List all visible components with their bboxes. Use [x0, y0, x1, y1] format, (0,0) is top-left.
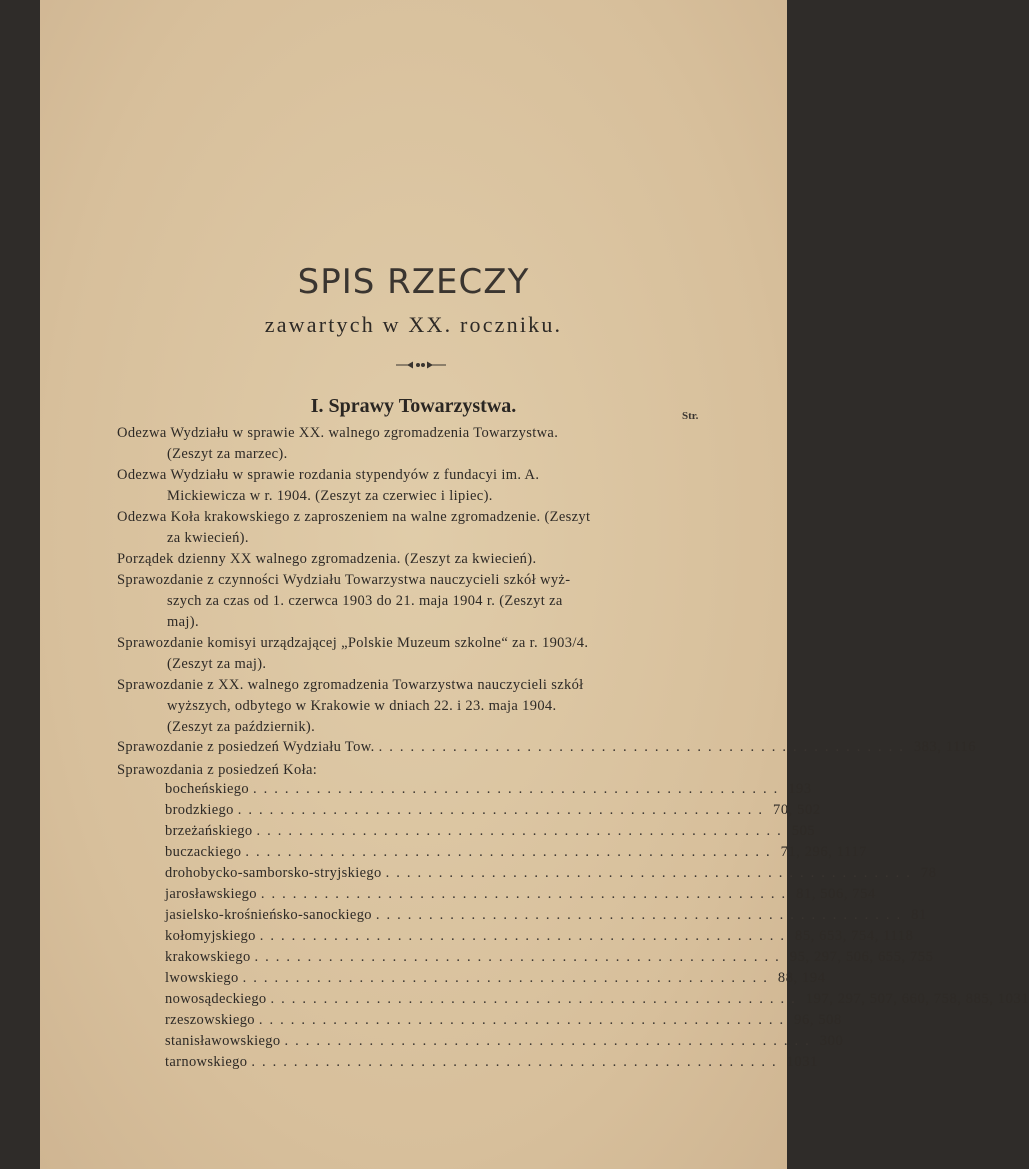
toc-entry [117, 507, 677, 549]
row-label: krakowskiego [165, 949, 251, 965]
row-label: rzeszowskiego [165, 1012, 255, 1028]
dot-leader: .................................................. [284, 1033, 816, 1049]
row-pages: 197, 297, 507, 660, 758, 885, 1031 [805, 991, 1029, 1007]
entry-line: (Zeszyt za październik). [167, 719, 316, 735]
section-heading: I. Sprawy Towarzystwa. [310, 395, 517, 417]
row-pages: 383, 1116 [913, 739, 977, 755]
row-pages: 505 [791, 823, 816, 839]
kola-heading: Sprawozdania z posiedzeń Koła: [117, 762, 318, 778]
entry-line: Sprawozdanie komisyi urządzającej „Polskie Muzeum szkolne“ za r. 1903/4. [117, 635, 589, 651]
toc-row-kolo [165, 823, 816, 844]
toc-row-kolo [165, 907, 927, 928]
entry-line: Sprawozdanie z XX. walnego zgromadzenia Towarzystwa nauczycieli szkół [117, 677, 584, 693]
dot-leader: .................................................. [256, 823, 788, 839]
dot-leader: .................................................. [375, 907, 908, 923]
entry-line: Odezwa Koła krakowskiego z zaproszeniem na walne zgromadzenie. (Zeszyt [117, 509, 591, 525]
row-pages: 81, 506, 754 [796, 886, 876, 902]
toc-row-kolo [165, 886, 876, 907]
toc-row-kolo [165, 781, 812, 802]
page-subtitle: zawartych w XX. roczniku. [264, 312, 563, 337]
toc-row-kolo [165, 844, 868, 865]
row-label: brodzkiego [165, 802, 234, 818]
row-label: nowosądeckiego [165, 991, 267, 1007]
toc-row-kolo [165, 970, 826, 991]
dot-leader: .................................................. [258, 1012, 791, 1028]
toc-entry [117, 675, 677, 738]
row-pages: 300 [819, 1033, 844, 1049]
entry-line: szych za czas od 1. czerwca 1903 do 21. maja 1904 r. (Zeszyt za [167, 593, 563, 609]
row-label: tarnowskiego [165, 1054, 248, 1070]
entry-line: Odezwa Wydziału w sprawie rozdania stypendyów z fundacyi im. A. [117, 467, 540, 483]
toc-row-kolo [165, 802, 821, 823]
toc-row-kolo [165, 1054, 818, 1075]
dot-leader: .................................................. [378, 739, 910, 755]
toc-entry [117, 549, 677, 570]
dot-leader: .................................................. [245, 844, 777, 860]
row-label: jarosławskiego [165, 886, 257, 902]
dot-leader: .................................................. [259, 928, 791, 944]
row-pages: 70, 502 [772, 802, 821, 818]
dot-leader: .................................................. [385, 865, 917, 881]
dot-leader: .................................................. [260, 886, 793, 902]
toc-entry [117, 423, 677, 465]
row-label: brzeżańskiego [165, 823, 253, 839]
row-pages: 81 [911, 907, 927, 923]
page-column-label: Str. [682, 410, 699, 422]
dot-leader: .................................................. [254, 949, 786, 965]
row-label: bocheńskiego [165, 781, 249, 797]
row-pages: 71, 296, 1117 [780, 844, 868, 860]
row-label: stanisławowskiego [165, 1033, 281, 1049]
ornament-divider-icon [396, 358, 446, 372]
entry-line: Odezwa Wydziału w sprawie XX. walnego zgromadzenia Towarzystwa. [117, 425, 559, 441]
row-label: jasielsko-krośnieńsko-sanockiego [165, 907, 372, 923]
row-pages: 1031 [786, 1054, 818, 1070]
toc-entry [117, 465, 677, 507]
toc-row-kolo [165, 949, 934, 970]
dot-leader: .................................................. [251, 1054, 783, 1070]
dot-leader: .................................................. [242, 970, 774, 986]
toc-entry [117, 633, 677, 675]
entry-line: Sprawozdanie z czynności Wydziału Towarzystwa nauczycieli szkół wyż- [117, 572, 571, 588]
entry-line: Porządek dzienny XX walnego zgromadzenia. (Zeszyt za kwiecień). [117, 551, 537, 567]
toc-entry [117, 570, 677, 633]
dot-leader: .................................................. [252, 781, 785, 797]
row-label: buczackiego [165, 844, 242, 860]
entry-line: Mickiewicza w r. 1904. (Zeszyt za czerwiec i lipiec). [167, 488, 493, 504]
toc-row-wydzial [117, 739, 977, 760]
entry-line: maj). [167, 614, 199, 630]
row-pages: 85, 653, 754, 1118 [795, 928, 914, 944]
toc-row-kolo [165, 1033, 844, 1054]
toc-entry [117, 760, 677, 781]
dot-leader: .................................................. [237, 802, 769, 818]
row-pages: 88, 194 [777, 970, 826, 986]
toc-row-kolo [165, 1012, 842, 1033]
entry-line: za kwiecień). [167, 530, 249, 546]
entry-line: (Zeszyt za marzec). [167, 446, 288, 462]
entry-line: (Zeszyt za maj). [167, 656, 267, 672]
toc-row-kolo [165, 865, 937, 886]
row-pages: 78 [920, 865, 937, 881]
row-label: kołomyjskiego [165, 928, 256, 944]
row-pages: 193 [788, 781, 812, 797]
row-label: drohobycko-samborsko-stryjskiego [165, 865, 382, 881]
row-label: lwowskiego [165, 970, 239, 986]
row-pages: 95, 297, 506, 655, 755 [789, 949, 934, 965]
dot-leader: .................................................. [270, 991, 802, 1007]
toc-row-kolo [165, 928, 914, 949]
row-label: Sprawozdanie z posiedzeń Wydziału Tow. [117, 739, 375, 755]
row-pages: 96, 508 [794, 1012, 842, 1028]
page-title: SPIS RZECZY [297, 262, 530, 302]
toc-row-kolo [165, 991, 1029, 1012]
entry-line: wyższych, odbytego w Krakowie w dniach 22. i 23. maja 1904. [167, 698, 557, 714]
